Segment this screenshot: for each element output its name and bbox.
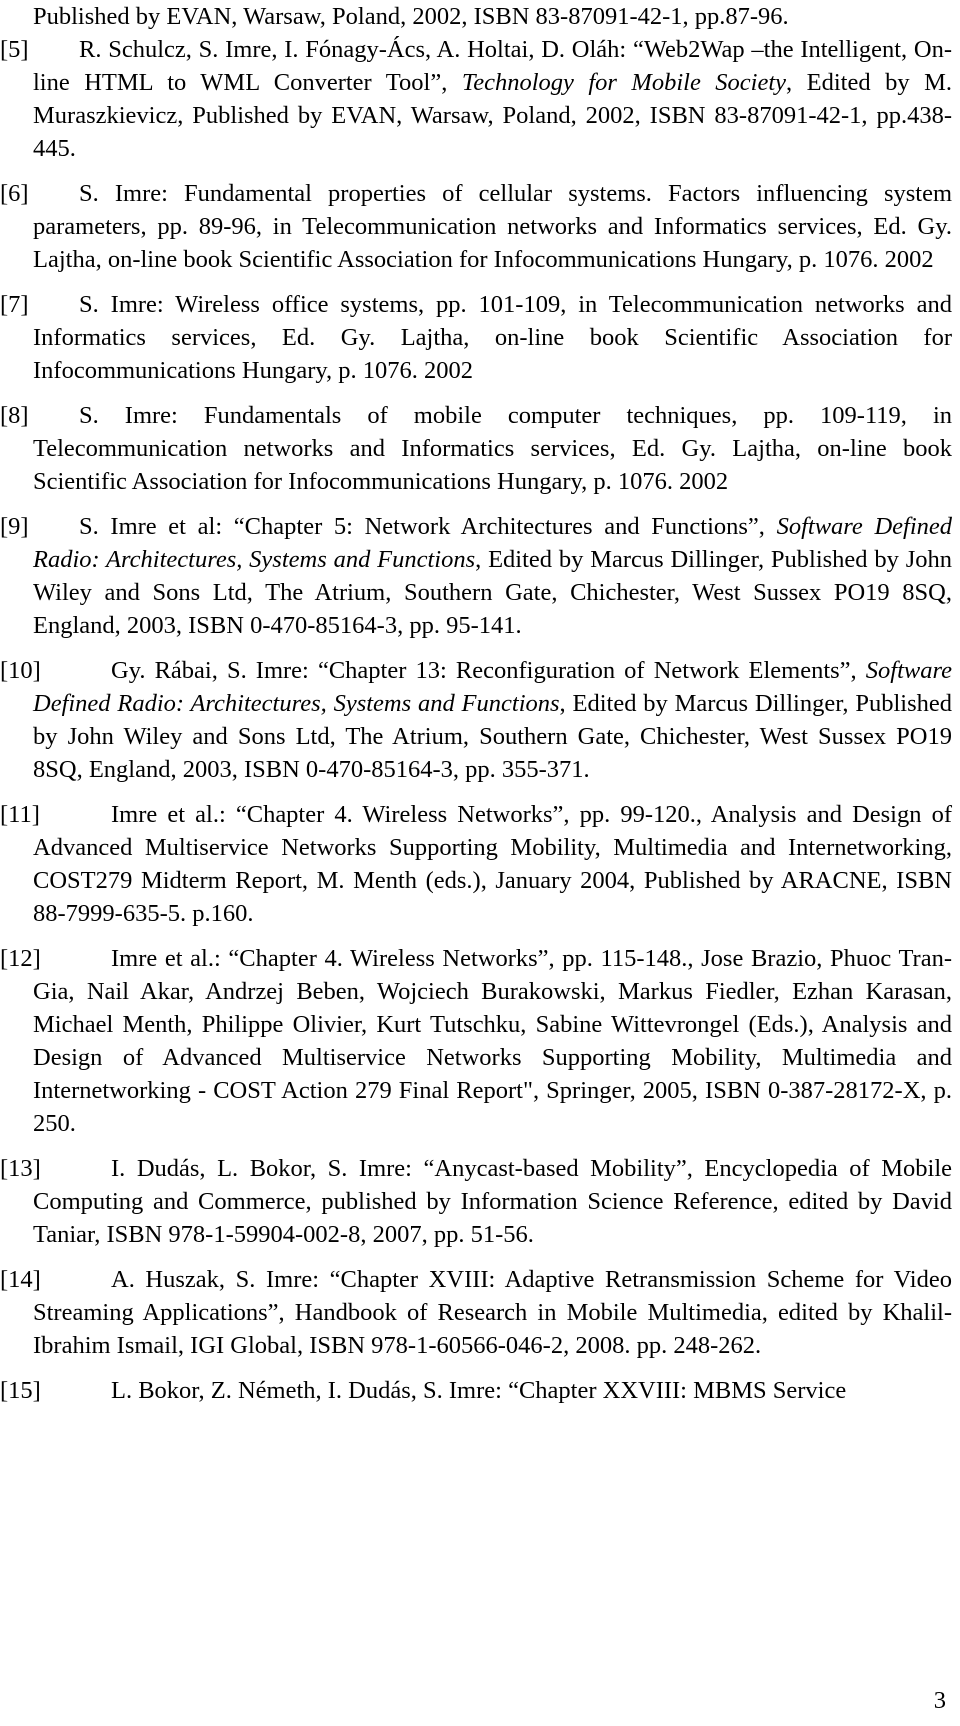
reference-text-segment: S. Imre: Fundamental properties of cellular systems. Factors influencing system parameters, pp. 89-96, in Telecommunication networks and Informatics services, Ed. Gy. Lajtha, on-line book Scientific Association for Infocommunications Hungary, p. 1076. 2002 xyxy=(33,180,952,273)
reference-text-segment: R. Schulcz, S. Imre, I. Fónagy-Ács, A. Holtai, D. Oláh: “Web2Wap –the Intelligent, On-line HTML to WML Converter Tool”, xyxy=(33,36,952,96)
reference-number: [11] xyxy=(0,801,40,828)
reference-text-segment: Imre et al.: “Chapter 4. Wireless Networks”, pp. 115-148., Jose Brazio, Phuoc Tran-Gia, Nail Akar, Andrzej Beben, Wojciech Burakowski, Markus Fiedler, Ezhan Karasan, Michael Menth, Philippe Olivier, Kurt Tutschku, Sabine Wittevrongel (Eds.), Analysis and Design of Advanced Multiservice Networks Supporting Mobility, Multimedia and Internetworking - COST Action 279 Final Report", Springer, 2005, ISBN 0-387-28172-X, p. 250. xyxy=(33,945,952,1137)
reference-text xyxy=(33,510,952,642)
reference-text xyxy=(33,654,952,786)
reference-text xyxy=(33,1263,952,1362)
reference-text xyxy=(33,942,952,1140)
reference-number: [5] xyxy=(0,36,29,63)
reference-number: [14] xyxy=(0,1266,41,1293)
reference-title-italic: Software Defined Radio: Architectures, Systems and Functions xyxy=(33,513,952,573)
reference-text-segment: , Edited by M. Muraszkievicz, Published by EVAN, Warsaw, Poland, 2002, ISBN 83-87091-42-1, pp.438-445. xyxy=(33,69,952,162)
reference-text-segment: Gy. Rábai, S. Imre: “Chapter 13: Reconfiguration of Network Elements”, xyxy=(111,657,866,684)
page-number: 3 xyxy=(933,1687,946,1714)
reference-item xyxy=(0,942,960,1140)
reference-text-segment: I. Dudás, L. Bokor, S. Imre: “Anycast-based Mobility”, Encyclopedia of Mobile Computing and Commerce, published by Information Science Reference, edited by David Taniar, ISBN 978-1-59904-002-8, 2007, pp. 51-56. xyxy=(33,1155,952,1248)
reference-item xyxy=(0,510,960,642)
reference-list xyxy=(0,33,960,1407)
reference-number: [13] xyxy=(0,1155,41,1182)
reference-title-italic: Software Defined Radio: Architectures, Systems and Functions xyxy=(33,657,952,717)
reference-title-italic: Technology for Mobile Society xyxy=(461,69,787,96)
reference-number: [7] xyxy=(0,291,29,318)
reference-text-segment: S. Imre et al: “Chapter 5: Network Architectures and Functions”, xyxy=(79,513,777,540)
reference-item xyxy=(0,798,960,930)
reference-text xyxy=(33,1374,952,1407)
reference-item xyxy=(0,1152,960,1251)
reference-number: [15] xyxy=(0,1377,41,1404)
reference-item xyxy=(0,33,960,165)
reference-number: [8] xyxy=(0,402,29,429)
reference-item xyxy=(0,288,960,387)
reference-item xyxy=(0,654,960,786)
continued-reference-text: Published by EVAN, Warsaw, Poland, 2002, ISBN 83-87091-42-1, pp.87-96. xyxy=(33,3,789,30)
reference-text-segment: S. Imre: Fundamentals of mobile computer techniques, pp. 109-119, in Telecommunication networks and Informatics services, Ed. Gy. Lajtha, on-line book Scientific Association for Infocommunications Hungary, p. 1076. 2002 xyxy=(33,402,952,495)
reference-text-segment: , Edited by Marcus Dillinger, Published by John Wiley and Sons Ltd, The Atrium, Southern Gate, Chichester, West Sussex PO19 8SQ, England, 2003, ISBN 0-470-85164-3, pp. 355-371. xyxy=(33,690,952,783)
reference-number: [10] xyxy=(0,657,41,684)
reference-text xyxy=(33,33,952,165)
reference-item xyxy=(0,399,960,498)
reference-text-segment: , Edited by Marcus Dillinger, Published by John Wiley and Sons Ltd, The Atrium, Southern Gate, Chichester, West Sussex PO19 8SQ, England, 2003, ISBN 0-470-85164-3, pp. 95-141. xyxy=(33,546,952,639)
reference-text-segment: Imre et al.: “Chapter 4. Wireless Networks”, pp. 99-120., Analysis and Design of Advanced Multiservice Networks Supporting Mobility, Multimedia and Internetworking, COST279 Midterm Report, M. Menth (eds.), January 2004, Published by ARACNE, ISBN 88-7999-635-5. p.160. xyxy=(33,801,952,927)
reference-text xyxy=(33,798,952,930)
reference-text-segment: L. Bokor, Z. Németh, I. Dudás, S. Imre: “Chapter XXVIII: MBMS Service xyxy=(111,1377,847,1404)
reference-item xyxy=(0,1374,960,1407)
reference-text-segment: A. Huszak, S. Imre: “Chapter XVIII: Adaptive Retransmission Scheme for Video Streaming Applications”, Handbook of Research in Mobile Multimedia, edited by Khalil-Ibrahim Ismail, IGI Global, ISBN 978-1-60566-046-2, 2008. pp. 248-262. xyxy=(33,1266,952,1359)
reference-item xyxy=(0,1263,960,1362)
reference-text xyxy=(33,288,952,387)
reference-text-segment: S. Imre: Wireless office systems, pp. 101-109, in Telecommunication networks and Informatics services, Ed. Gy. Lajtha, on-line book Scientific Association for Infocommunications Hungary, p. 1076. 2002 xyxy=(33,291,952,384)
reference-number: [12] xyxy=(0,945,41,972)
reference-number: [6] xyxy=(0,180,29,207)
reference-item xyxy=(0,177,960,276)
reference-text xyxy=(33,399,952,498)
reference-text xyxy=(33,1152,952,1251)
reference-text xyxy=(33,177,952,276)
reference-number: [9] xyxy=(0,513,29,540)
